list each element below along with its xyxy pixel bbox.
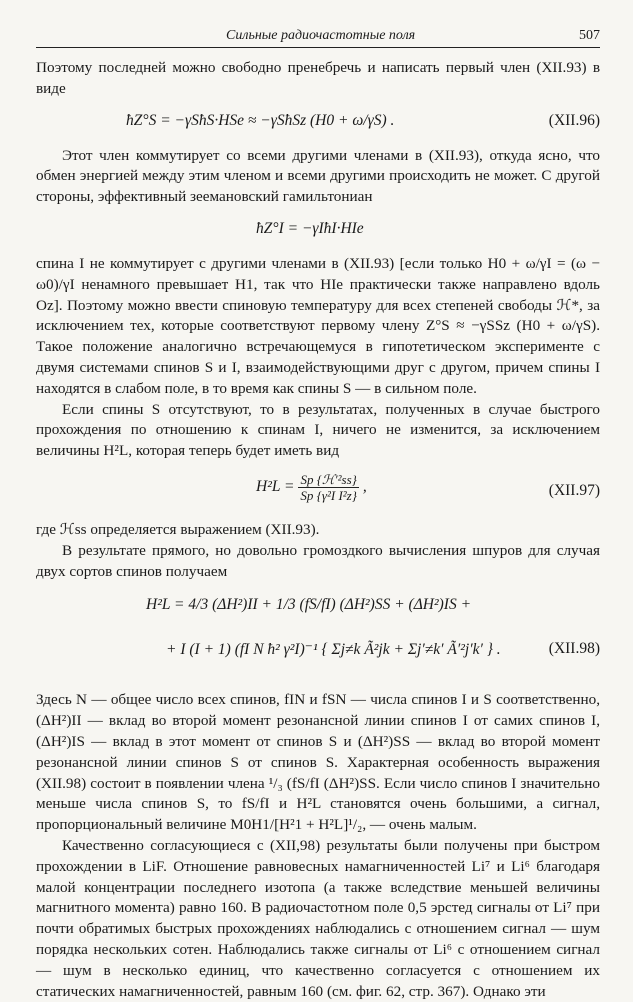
equation-xii-97-number: (XII.97) [548,481,600,499]
equation-xii-96-body: ħZ°S = −γSħS·HSe ≈ −γSħSz (H0 + ω/γS) . [126,111,395,129]
paragraph-5: где ℋss определяется выражением (XII.93). [36,520,320,538]
paragraph-1: Поэтому последней можно свободно пренебречь и написать первый член (XII.93) в виде [36,59,600,97]
equation-xii-97-lhs: H²L = [256,478,295,496]
equation-xii-96-number: (XII.96) [548,111,600,129]
paragraph-2: Этот член коммутирует со всеми другими членами в (XII.93), откуда ясно, что обмен энергией между этим членом и всеми другими происходить не может. С другой стороны, эффективный зеемановский гамильтониан [36,146,600,206]
equation-xii-97-denominator: Sp {γ²I I²z} [300,487,357,503]
paragraph-6: В результате прямого, но довольно громоздкого вычисления шпуров для случая двух сортов спинов получаем [36,541,600,580]
equation-xii-98-number: (XII.98) [548,640,600,658]
equation-xii-96 [36,106,600,140]
page [36,28,600,1002]
equation-xii-97-fraction [298,472,359,503]
paragraph-7: Здесь N — общее число всех спинов, fIN и fSN — числа спинов I и S соответственно, (ΔH²)II — вклад во второй момент резонансной линии спинов I от самих спинов I, (ΔH²)IS — вклад в этот момент от спинов S и (ΔH²)SS — вклад во второй момент резонансной линии спинов S от спинов S. Характерная особенность выражения (XII.98) состоит в появлении члена ¹/₃ (fS/fI (ΔH²)SS. Если число спинов I значительно меньше числа спинов S, то fS/fI и H²L становятся очень большими, а сигнал, пропорциональный величине M0H1/[H²1 + H²L]¹/₂, — очень малым. [36,691,600,834]
page-number: 507 [579,28,600,43]
equation-xii-97-numerator: Sp {ℋ′²ss} [298,472,359,488]
equation-xii-98-line-2: + I (I + 1) (fI N ħ² γ²I)⁻¹ { Σj≠k Ã²jk + Σj′≠k′ Ã′²j′k′ } . [166,641,501,659]
paragraph-3: спина I не коммутирует с другими членами в (XII.93) [если только H0 + ω/γI = (ω − ω0)/γI ненамного превышает H1, так что HIe практически также направлено вдоль Oz]. Поэтому можно ввести спиновую температуру для всех степеней свободы ℋ*, за исключением тех, которые соответствуют первому члену Z°S ≈ −γSSz (H0 + ω/γS). Такое положение аналогично встречающемуся в гипотетическом эксперименте с двумя системами спинов S и I, взаимодействующими друг с другом, причем спины I находятся в слабом поле, в то время как спины S — в сильном поле. [36,254,600,397]
paragraph-8: Качественно согласующиеся с (XII,98) результаты были получены при быстром прохождении в LiF. Отношение равновесных намагниченностей Li⁷ и Li⁶ благодаря малой концентрации последнего изотопа (а также вследствие меньшей величины магнитного момента) равно 160. В радиочастотном поле 0,5 эрстед сигналы от Li⁷ при почти обратимых быстрых прохождениях наблюдались с отношением сигнал — шум порядка нескольких сотен. Наблюдались также сигналы от Li⁶ с отношением сигнал — шум в несколько единиц, что качественно согласуется с отношением их статических намагниченностей, равным 160 (см. фиг. 62, стр. 367). Однако эти [36,836,600,1000]
paragraph-4: Если спины S отсутствуют, то в результатах, полученных в случае быстрого прохождения по отношению к спинам I, ничего не изменится, за исключением величины H²L, которая теперь будет иметь вид [36,400,600,460]
equation-xii-98-line-1: H²L = 4/3 (ΔH²)II + 1/3 (fS/fI) (ΔH²)SS + (ΔH²)IS + [146,596,472,614]
running-title: Сильные радиочастотные поля [226,28,416,43]
equation-xii-97: H²L = $\frac{\text{Sp \{ℋ′²ss\}}}{\text{Sp \{γ²I I²z\}}}$ , (XII.97) [256,471,600,503]
equation-xii-98 [36,588,600,684]
equation-zeeman-i [36,214,600,248]
running-header [36,28,600,48]
equation-zeeman-i-body: ħZ°I = −γIħI·HIe [256,219,364,237]
